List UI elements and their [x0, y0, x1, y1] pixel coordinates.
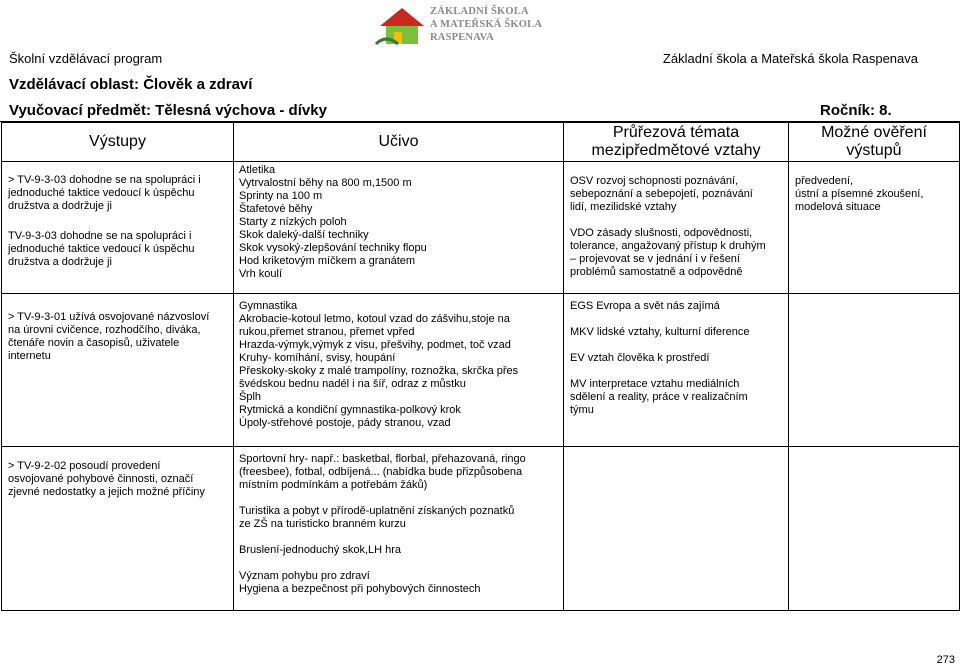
outcome-item: [2, 294, 233, 363]
outcome-line: > TV-9-2-02 posoudí provedení: [8, 460, 161, 472]
content-line: rukou,přemet stranou, přemet vpřed: [239, 326, 415, 338]
content-block: [234, 557, 563, 596]
topic-item: [564, 214, 788, 279]
outcome-line: TV-9-3-03 dohodne se na spolupráci i: [8, 230, 192, 242]
outcome-line: internetu: [8, 350, 51, 362]
subject-title: Vyučovací předmět: Tělesná výchova - dívky: [9, 102, 327, 119]
topic-line: problémů samostatně a odpovědně: [570, 266, 743, 278]
col-header-verification-line2: výstupů: [846, 142, 902, 159]
content-line: Vytrvalostní běhy na 800 m,1500 m: [239, 177, 412, 189]
logo-line-3: RASPENAVA: [430, 32, 494, 43]
content-line: Atletika: [239, 164, 276, 176]
outcome-line: > TV-9-3-01 užívá osvojované názvosloví: [8, 311, 210, 323]
outcome-line: družstva a dodržuje ji: [8, 200, 112, 212]
education-area: Vzdělávací oblast: Člověk a zdraví: [9, 76, 253, 93]
outcome-item: [2, 447, 233, 499]
outcomes-cell: [2, 447, 234, 611]
content-line: Skok vysoký-zlepšování techniky flopu: [239, 242, 427, 254]
content-cell: [234, 162, 564, 294]
content-line: (freesbee), fotbal, odbíjená... (nabídka bude přizpůsobena: [239, 466, 523, 478]
content-line: Vrh koulí: [239, 268, 283, 280]
topic-item: [564, 313, 788, 339]
topic-line: MKV lidské vztahy, kulturní diference: [570, 326, 750, 338]
content-line: Sportovní hry- např.: basketbal, florbal, přehazovaná, ringo: [239, 453, 526, 465]
col-header-outcomes: Výstupy: [2, 123, 234, 162]
content-line: Bruslení-jednoduchý skok,LH hra: [239, 544, 402, 556]
topic-line: VDO zásady slušnosti, odpovědnosti,: [570, 227, 753, 239]
verification-cell: [789, 294, 960, 447]
content-line: Hod kriketovým míčkem a granátem: [239, 255, 416, 267]
table-row: [2, 162, 960, 294]
content-line: Úpoly-střehové postoje, pády stranou, vzad: [239, 417, 451, 429]
outcome-item: [2, 162, 233, 213]
outcome-line: družstva a dodržuje ji: [8, 256, 112, 268]
outcome-line: na úrovni cvičence, rozhodčího, diváka,: [8, 324, 201, 336]
col-header-content: Učivo: [234, 123, 564, 162]
logo-emblem-icon: [372, 4, 428, 48]
content-line: Kruhy- komíhání, svisy, houpání: [239, 352, 396, 364]
col-header-verification-line1: Možné ověření: [821, 124, 927, 141]
outcome-line: čtenáře novin a časopisů, uživatele: [8, 337, 180, 349]
content-line: Hrazda-výmyk,výmyk z visu, přešvihy, podmet, toč vzad: [239, 339, 511, 351]
outcome-line: osvojované pohybové činnosti, označí: [8, 473, 194, 485]
topic-line: EGS Evropa a svět nás zajímá: [570, 300, 720, 312]
school-logo: [372, 2, 562, 50]
col-header-topics: [564, 123, 789, 162]
topic-item: [564, 365, 788, 417]
topics-cell: [564, 294, 789, 447]
content-line: ze ZŠ na turisticko branném kurzu: [239, 518, 406, 530]
content-line: Akrobacie-kotoul letmo, kotoul vzad do zášvihu,stoje na: [239, 313, 510, 325]
verification-cell: [789, 162, 960, 294]
content-line: Hygiena a bezpečnost při pohybových činnostech: [239, 583, 481, 595]
topic-item: [564, 339, 788, 365]
content-line: Sprinty na 100 m: [239, 190, 323, 202]
content-line: Význam pohybu pro zdraví: [239, 570, 370, 582]
verification-line: modelová situace: [795, 201, 881, 213]
program-title: Školní vzdělávací program: [9, 51, 163, 66]
content-line: Turistika a pobyt v přírodě-uplatnění získaných poznatků: [239, 505, 515, 517]
content-block: [234, 294, 563, 430]
topic-line: EV vztah člověka k prostředí: [570, 352, 710, 364]
content-line: Rytmická a kondiční gymnastika-polkový krok: [239, 404, 461, 416]
content-line: Přeskoky-skoky z malé trampolíny, roznožka, skrčka přes: [239, 365, 519, 377]
logo-line-2: A MATEŘSKÁ ŠKOLA: [430, 19, 543, 30]
content-cell: [234, 294, 564, 447]
grade-label: Ročník: 8.: [820, 102, 892, 119]
table-row: [2, 447, 960, 611]
verification-block: [789, 162, 959, 214]
content-line: Štafetové běhy: [239, 203, 313, 215]
verification-line: ústní a písemné zkoušení,: [795, 188, 924, 200]
topics-cell: [564, 447, 789, 611]
content-block: [234, 162, 563, 281]
topic-line: týmu: [570, 404, 594, 416]
page-number: 273: [936, 654, 955, 666]
content-line: Skok daleký-další techniky: [239, 229, 369, 241]
table-row: [2, 294, 960, 447]
outcome-line: zjevné nedostatky a jejich možné příčiny: [8, 486, 205, 498]
outcome-line: jednoduché taktice vedoucí k úspěchu: [8, 243, 195, 255]
curriculum-table: [1, 122, 960, 611]
content-line: Starty z nízkých poloh: [239, 216, 347, 228]
col-header-topics-line2: mezipředmětové vztahy: [591, 142, 761, 159]
content-line: švédskou bednu nadél i na šíř, odraz z můstku: [239, 378, 466, 390]
outcome-item: [2, 213, 233, 269]
topic-item: [564, 162, 788, 214]
content-block: [234, 447, 563, 492]
table-header-row: [2, 123, 960, 162]
outcomes-cell: [2, 162, 234, 294]
col-header-topics-line1: Průřezová témata: [612, 124, 740, 141]
content-line: Gymnastika: [239, 300, 298, 312]
topic-line: MV interpretace vztahu mediálních: [570, 378, 740, 390]
verification-cell: [789, 447, 960, 611]
verification-line: předvedení,: [795, 175, 854, 187]
topic-line: lidí, mezilidské vztahy: [570, 201, 677, 213]
content-block: [234, 492, 563, 531]
outcome-line: > TV-9-3-03 dohodne se na spolupráci i: [8, 174, 201, 186]
topic-line: – projevovat se v jednání i v řešení: [570, 253, 740, 265]
col-header-verification: [789, 123, 960, 162]
logo-line-1: ZÁKLADNÍ ŠKOLA: [430, 6, 529, 17]
topic-line: tolerance, angažovaný přístup k druhým: [570, 240, 766, 252]
topic-item: [564, 294, 788, 313]
content-cell: [234, 447, 564, 611]
topic-line: sebepoznání a sebepojetí, poznávání: [570, 188, 753, 200]
topic-line: sdělení a reality, práce v realizačním: [570, 391, 748, 403]
content-line: Šplh: [239, 391, 262, 403]
school-name: Základní škola a Mateřská škola Raspenava: [662, 51, 918, 66]
content-line: místním podmínkám a potřebám žáků): [239, 479, 428, 491]
outcomes-cell: [2, 294, 234, 447]
content-block: [234, 531, 563, 557]
topic-line: OSV rozvoj schopnosti poznávání,: [570, 175, 739, 187]
outcome-line: jednoduché taktice vedoucí k úspěchu: [8, 187, 195, 199]
topics-cell: [564, 162, 789, 294]
